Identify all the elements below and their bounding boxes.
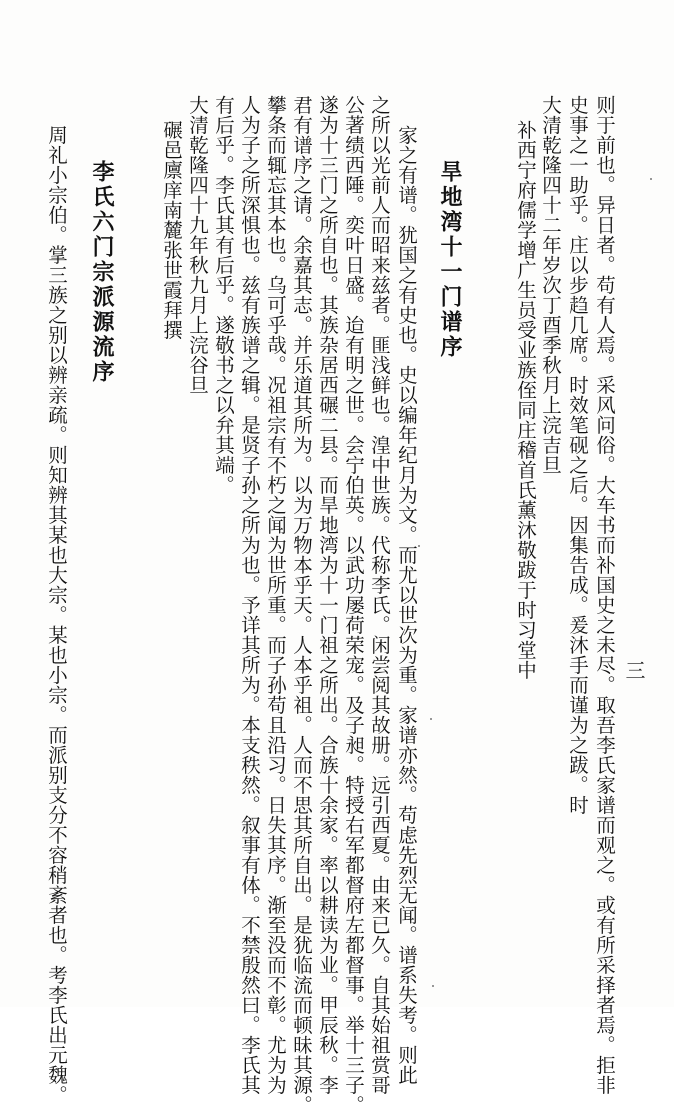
scan-speck (432, 985, 434, 987)
prev-section-date: 大清乾隆四十二年岁次丁酉季秋月上浣吉旦 (539, 95, 562, 475)
scan-speck (650, 178, 652, 180)
preface-line-1: 家之有谱。犹国之有史也。史以编年纪月为文。而尤以世次为重。家谱亦然。苟虑先烈无闻。谱系失考。则此 (395, 125, 418, 1085)
prev-section-line-1: 则于前也。异日者。苟有人焉。采风问俗。大车书而补国史之未尽。取吾李氏家谱而观之。或有所采择者焉。拒非 (593, 95, 616, 1095)
prev-section-line-2: 史事之一助乎。庄以步趋几席。时效笔砚之后。因集告成。爰沐手而谨为之跋。时 (566, 95, 589, 815)
preface-line-5: 君有谱序之请。余嘉其志。并乐道其所为。以为万物本乎天。人本乎祖。人而不思其所自出。是犹临流而顿昧其源。 (290, 95, 313, 1115)
scan-speck (418, 545, 420, 547)
genealogy-line-1: 周礼小宗伯。掌三族之别以辨亲疏。则知辨其某也大宗。某也小宗。而派别支分不容稍紊者也。考李氏出元魏。 (45, 125, 68, 1105)
preface-line-7: 人为子之所深惧也。兹有族谱之辑。是贤子孙之所为也。予详其所为。本支秩然。叙事有体。不禁殷然曰。李氏其 (238, 95, 261, 1095)
preface-date: 大清乾隆四十九年秋九月上浣谷旦 (186, 95, 209, 395)
preface-line-4: 遂为十三门之所自也。其族杂居西碾二县。而旱地湾为十一门祖之所出。合族十余家。率以耕读为业。甲辰秋。李 (316, 95, 339, 1095)
preface-line-8: 有后乎。李氏其有后乎。遂敬书之以弁其端。 (212, 95, 235, 495)
preface-signature: 碾邑廪庠南麓张世霞拜撰 (160, 120, 183, 340)
preface-line-2: 之所以光前人而昭来兹者。匪浅鲜也。湟中世族。代称李氏。闲尝阅其故册。远引西夏。由来已久。自其始祖赏哥 (368, 95, 391, 1095)
preface-line-3: 公著绩西陲。奕叶日盛。迨有明之世。会宁伯英。以武功屡荷荣宠。及子昶。特授右军都督府左都督事。举十三子。 (342, 95, 365, 1115)
preface-line-6: 攀条而辄忘其本也。乌可乎哉。况祖宗有不朽之闻为世所重。而子孙苟且沿习。日失其序。渐至没而不彰。尤为为 (264, 95, 287, 1095)
preface-title: 旱地湾十一门谱序 (437, 160, 463, 360)
scan-speck (430, 718, 432, 720)
prev-section-signature: 补西宁府儒学增广生员受业族侄同庄稽首氏薰沐敬跋于时习堂中 (514, 120, 537, 680)
genealogy-title: 李氏六门宗派源流序 (89, 160, 115, 385)
page-number: 三 (622, 660, 646, 680)
